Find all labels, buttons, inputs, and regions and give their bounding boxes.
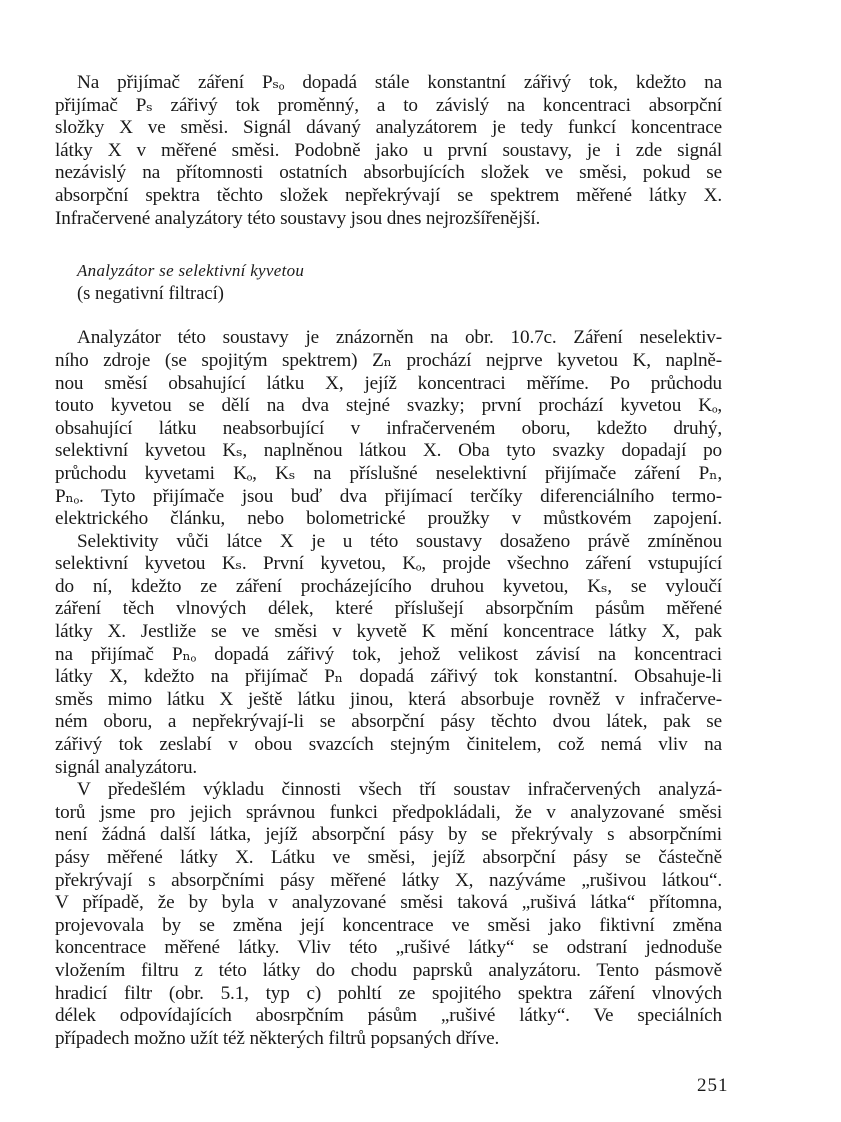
paragraph-3: [55, 531, 722, 780]
text-line: obsahující látku neabsorbující v infračerveném oboru, kdežto druhý,: [55, 417, 722, 439]
text-line: selektivní kyvetou Kₛ. První kyvetou, Kₒ, projde všechno záření vstupující: [55, 553, 722, 575]
paragraph-2: [55, 327, 722, 530]
text-line: V případě, že by byla v analyzované směsi taková „rušivá látka“ přítomna,: [55, 892, 722, 914]
text-line: ném oboru, a nepřekrývají-li se absorpční pásy těchto dvou látek, pak se: [55, 711, 722, 733]
text-line: V předešlém výkladu činnosti všech tří soustav infračervených analyzá-: [77, 779, 722, 801]
text-line: vložením filtru z této látky do chodu paprsků analyzátoru. Tento pásmově: [55, 959, 722, 981]
text-line: nou směsí obsahující látku X, jejíž koncentraci měříme. Po průchodu: [55, 372, 722, 394]
spacer: [55, 230, 722, 260]
paragraph-1: [55, 72, 722, 230]
text-line: elektrického článku, nebo bolometrické proužky v můstkovém zapojení.: [55, 508, 722, 530]
page-number: 251: [697, 1075, 729, 1096]
text-line: přijímač Pₛ zářivý tok proměnný, a to závislý na koncentraci absorpční: [55, 94, 722, 116]
text-line: složky X ve směsi. Signál dávaný analyzátorem je tedy funkcí koncentrace: [55, 117, 722, 139]
text-line: do ní, kdežto ze záření procházejícího druhou kyvetou, Kₛ, se vyloučí: [55, 575, 722, 597]
text-line: směs mimo látku X ještě látku jinou, která absorbuje rovněž v infračerve-: [55, 688, 722, 710]
text-line: případech možno užít též některých filtrů popsaných dříve.: [55, 1027, 500, 1049]
section-title: Analyzátor se selektivní kyvetou: [77, 261, 305, 281]
text-line: Na přijímač záření Pₛₒ dopadá stále konstantní zářivý tok, kdežto na: [77, 72, 722, 93]
spacer: [55, 305, 722, 327]
page-body: [55, 72, 722, 1050]
paragraph-4: [55, 779, 722, 1050]
text-line: délek odpovídajících abosrpčním pásům „rušivé látky“. Ve speciálních: [55, 1005, 722, 1027]
text-line: hradicí filtr (obr. 5.1, typ c) pohltí ze spojitého spektra záření vlnových: [55, 982, 722, 1004]
text-line: projevovala by se změna její koncentrace ve směsi jako fiktivní změna: [55, 914, 722, 936]
text-line: Analyzátor této soustavy je znázorněn na obr. 10.7c. Záření neselektiv-: [77, 327, 722, 349]
text-line: selektivní kyvetou Kₛ, naplněnou látkou X. Oba tyto svazky dopadají po: [55, 440, 722, 462]
text-line: záření těch vlnových délek, které příslušejí absorpčním pásům měřené: [55, 598, 722, 620]
section-subtitle: (s negativní filtrací): [77, 283, 224, 304]
text-line: signál analyzátoru.: [55, 756, 198, 778]
text-line: torů jsme pro jejich správnou funkci předpokládali, že v analyzované směsi: [55, 801, 722, 823]
text-line: absorpční spektra těchto složek nepřekrývají se spektrem měřené látky X.: [55, 184, 722, 206]
text-line: Selektivity vůči látce X je u této soustavy dosaženo právě zmíněnou: [77, 530, 722, 552]
text-line: Pₙₒ. Tyto přijímače jsou buď dva přijímací terčíky diferenciálního termo-: [55, 485, 722, 507]
text-line: zářivý tok zeslabí v obou svazcích stejným činitelem, což nemá vliv na: [55, 734, 722, 756]
text-line: na přijímač Pₙₒ dopadá zářivý tok, jehož velikost závisí na koncentraci: [55, 643, 722, 665]
text-line: průchodu kyvetami Kₒ, Kₛ na příslušné neselektivní přijímače záření Pₙ,: [55, 462, 722, 484]
text-line: touto kyvetou se dělí na dva stejné svazky; první prochází kyvetou Kₒ,: [55, 395, 722, 417]
section-heading: [55, 260, 722, 305]
text-line: látky X v měřené směsi. Podobně jako u první soustavy, je i zde signál: [55, 139, 722, 161]
text-line: není žádná další látka, jejíž absorpční pásy by se překrývaly s absorpčními: [55, 824, 722, 846]
text-line: pásy měřené látky X. Látku ve směsi, jejíž absorpční pásy se částečně: [55, 847, 722, 868]
text-line: překrývají s absorpčními pásy měřené látky X, nazýváme „rušivou látkou“.: [55, 869, 722, 891]
text-line: koncentrace měřené látky. Vliv této „rušivé látky“ se odstraní jednoduše: [55, 937, 722, 959]
text-line: látky X, kdežto na přijímač Pₙ dopadá zářivý tok konstantní. Obsahuje-li: [55, 666, 722, 688]
text-line: ního zdroje (se spojitým spektrem) Zₙ prochází nejprve kyvetou K, naplně-: [55, 349, 722, 371]
text-line: látky X. Jestliže se ve směsi v kyvetě K mění koncentrace látky X, pak: [55, 621, 722, 643]
text-line: Infračervené analyzátory této soustavy jsou dnes nejrozšířenější.: [55, 207, 541, 229]
text-line: nezávislý na přítomnosti ostatních absorbujících složek ve směsi, pokud se: [55, 162, 722, 184]
